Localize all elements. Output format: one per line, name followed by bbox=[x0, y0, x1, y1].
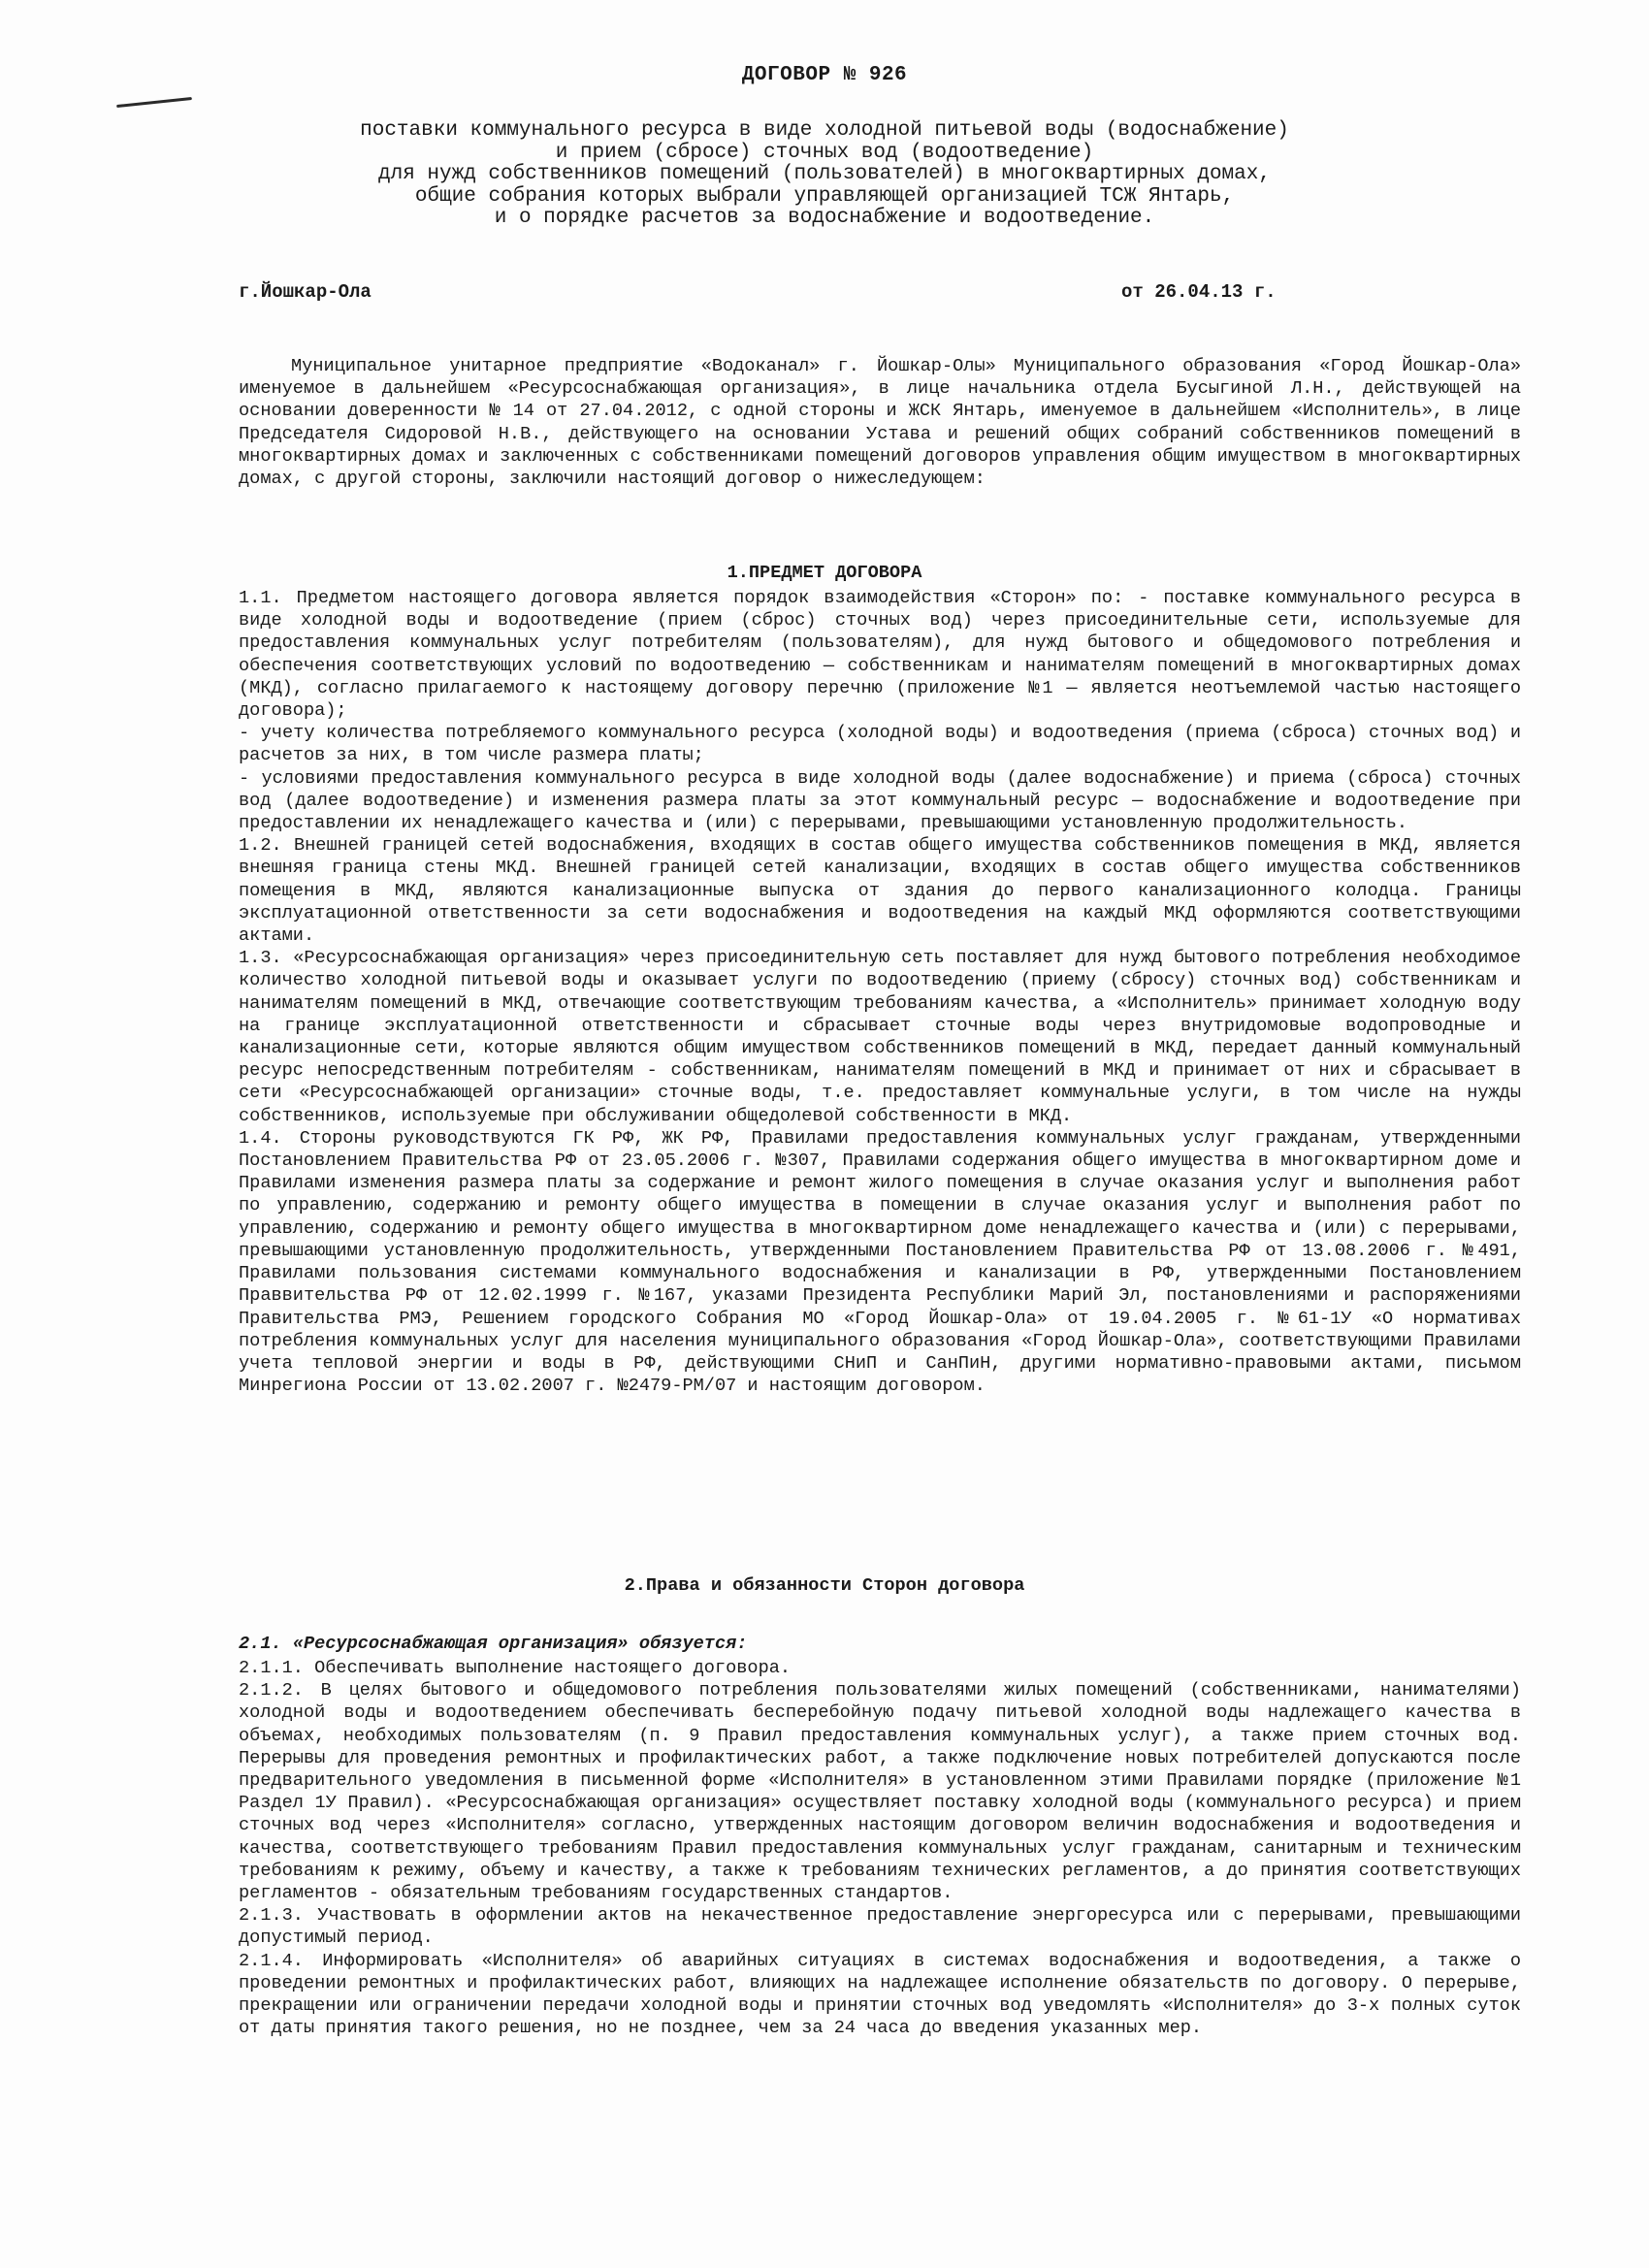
paragraph-1-3: 1.3. «Ресурсоснабжающая организация» через присоединительную сеть поставляет для нужд бытового потребления необходимое количество холодной питьевой воды и оказывает услуги по водоотведению (приему (сбросу) сточных вод) собственникам и нанимателям помещений в МКД, отвечающие соответствующим требованиям качества, а «Исполнитель» принимает холодную воду на границе эксплуатационной ответственности и сбрасывает сточные воды через внутридомовые водопроводные и канализационные сети, которые являются общим имуществом собственников помещений в МКД, передает данный коммунальный ресурс непосредственным потребителям - собственникам, нанимателям помещений в МКД и принимает от них и сбрасывает в сети «Ресурсоснабжающей организации» сточные воды, т.е. предоставляет коммунальные услуги, в том числе на нужды собственников, используемые при обслуживании общедолевой собственности в МКД. bbox=[239, 948, 1521, 1126]
document-title: ДОГОВОР № 926 bbox=[741, 64, 908, 86]
paragraph-2-1-1: 2.1.1. Обеспечивать выполнение настоящего договора. bbox=[239, 1658, 792, 1678]
preamble-paragraph: Муниципальное унитарное предприятие «Водоканал» г. Йошкар-Олы» Муниципального образования «Город Йошкар-Ола» именуемое в дальнейшем «Ресурсоснабжающая организация», в лице начальника отдела Бусыгиной Л.Н., действующей на основании доверенности № 14 от 27.04.2012, с одной стороны и ЖСК Янтарь, именуемое в дальнейшем «Исполнитель», в лице Председателя Сидоровой Н.В., действующего на основании Устава и решений общих собраний собственников помещений в многоквартирных домах и заключенных с собственниками помещений договоров управления общим имуществом в многоквартирных домах, с другой стороны, заключили настоящий договор о нижеследующем: bbox=[239, 356, 1521, 490]
subtitle-line: и прием (сбросе) сточных вод (водоотведение) bbox=[555, 141, 1094, 164]
paragraph-2-1-4: 2.1.4. Информировать «Исполнителя» об аварийных ситуациях в системах водоснабжения и водоотведения, а также о проведении ремонтных и профилактических работ, влияющих на надлежащее исполнение обязательств по договору. О перерыве, прекращении или ограничении передачи холодной воды и принятии сточных вод уведомлять «Исполнителя» до 3-х полных суток от даты принятия такого решения, но не позднее, чем за 24 часа до введения указанных мер. bbox=[239, 1950, 1521, 2039]
subtitle-line: общие собрания которых выбрали управляющей организацией ТСЖ Янтарь, bbox=[414, 184, 1235, 208]
paragraph-2-1-3: 2.1.3. Участвовать в оформлении актов на некачественное предоставление энергоресурса или с перерывами, превышающими допустимый период. bbox=[239, 1905, 1521, 1949]
paragraph-2-1-2: 2.1.2. В целях бытового и общедомового потребления пользователями жилых помещений (собственниками, нанимателями) холодной воды и водоотведением обеспечивать бесперебойную подачу питьевой холодной воды надлежащего качества в объемах, необходимых пользователям (п. 9 Правил предоставления коммунальных услуг), а также прием сточных вод. Перерывы для проведения ремонтных и профилактических работ, а также подключение новых потребителей допускаются после предварительного уведомления в письменной форме «Исполнителя» в установленном этими Правилами порядке (приложение №1 Раздел 1У Правил). «Ресурсоснабжающая организация» осуществляет поставку холодной воды (коммунального ресурса) и прием сточных вод через «Исполнителя» согласно, утвержденных настоящим договором величин водоснабжения и водоотведения и качества, соответствующего требованиям Правил предоставления коммунальных услуг гражданам, санитарным и техническим требованиям к режиму, объему и качеству, а также к требованиям технических регламентов, а до принятия соответствующих регламентов - обязательным требованиям государственных стандартов. bbox=[239, 1680, 1521, 1904]
section-2-1-body bbox=[239, 1657, 1521, 2039]
subtitle-line: и о порядке расчетов за водоснабжение и водоотведение. bbox=[494, 207, 1155, 229]
paragraph-1-2: 1.2. Внешней границей сетей водоснабжения, входящих в состав общего имущества собственников помещения в МКД, является внешняя граница стены МКД. Внешней границей сетей канализации, входящих в состав общего имущества собственников помещения в МКД, являются канализационные выпуска от здания до первого канализационного колодца. Границы эксплуатационной ответственности за сети водоснабжения и водоотведения на каждый МКД оформляются соответствующими актами. bbox=[239, 835, 1521, 947]
contract-date: от 26.04.13 г. bbox=[1121, 281, 1277, 303]
section-1-body bbox=[239, 587, 1521, 1397]
contract-place: г.Йошкар-Ола bbox=[239, 281, 372, 303]
subsection-2-1-heading: 2.1. «Ресурсоснабжающая организация» обязуется: bbox=[239, 1634, 748, 1654]
document-subtitle bbox=[291, 120, 1358, 230]
subtitle-line: поставки коммунального ресурса в виде холодной питьевой воды (водоснабжение) bbox=[360, 119, 1289, 142]
preamble bbox=[239, 355, 1521, 490]
paragraph-1-1: 1.1. Предметом настоящего договора является порядок взаимодействия «Сторон» по: - поставке коммунального ресурса в виде холодной воды и водоотведение (прием (сброс) сточных вод) через присоединительные сети, используемые для предоставления коммунальных услуг потребителям (пользователям), для нужд бытового и общедомового потребления и обеспечения соответствующих условий по водоотведению — собственникам и нанимателям помещений в многоквартирных домах (МКД), согласно прилагаемого к настоящему договору перечню (приложение №1 — является неотъемлемой частью настоящего договора); bbox=[239, 588, 1521, 722]
paragraph-1-4: 1.4. Стороны руководствуются ГК РФ, ЖК РФ, Правилами предоставления коммунальных услуг гражданам, утвержденными Постановлением Правительства РФ от 23.05.2006 г. №307, Правилами содержания общего имущества в многоквартирном доме и Правилами изменения размера платы за содержание и ремонт жилого помещения в случае оказания услуг и выполнения работ по управлению, содержанию и ремонту общего имущества в помещении в случае оказания услуг и выполнения работ по управлению, содержанию и ремонту общего имущества в многоквартирном доме ненадлежащего качества и (или) с перерывами, превышающими установленную продолжительность, утвержденными Постановлением Правительства РФ от 13.08.2006 г. №491, Правилами пользования системами коммунального водоснабжения и канализации в РФ, утвержденными Постановлением Праввительства РФ от 12.02.1999 г. №167, указами Президента Республики Марий Эл, постановлениями и распоряжениями Правительства РМЭ, Решением городского Собрания МО «Город Йошкар-Ола» от 19.04.2005 г. №61-1У «О нормативах потребления коммунальных услуг для населения муниципального образования «Город Йошкар-Ола», соответствующими Правилами учета тепловой энергии и воды в РФ, действующими СНиП и СанПиН, другими нормативно-правовыми актами, письмом Минрегиона России от 13.02.2007 г. №2479-РМ/07 и настоящим договором. bbox=[239, 1127, 1521, 1397]
section-2-title: 2.Права и обязанности Сторон договора bbox=[624, 1575, 1025, 1596]
paragraph-1-1-item: - учету количества потребляемого коммунального ресурса (холодной воды) и водоотведения (приема (сброса) сточных вод) и расчетов за них, в том числе размера платы; bbox=[239, 723, 1521, 766]
section-1-title: 1.ПРЕДМЕТ ДОГОВОРА bbox=[727, 563, 922, 583]
paragraph-1-1-item: - условиями предоставления коммунального ресурса в виде холодной воды (далее водоснабжение) и приема (сброса) сточных вод (далее водоотведение) и изменения размера платы за этот коммунальный ресурс — водоснабжение и водоотведение при предоставлении их ненадлежащего качества и (или) с перерывами, превышающими установленную продолжительность. bbox=[239, 767, 1521, 834]
subtitle-line: для нужд собственников помещений (пользователей) в многоквартирных домах, bbox=[378, 163, 1271, 185]
pen-mark bbox=[116, 97, 192, 108]
